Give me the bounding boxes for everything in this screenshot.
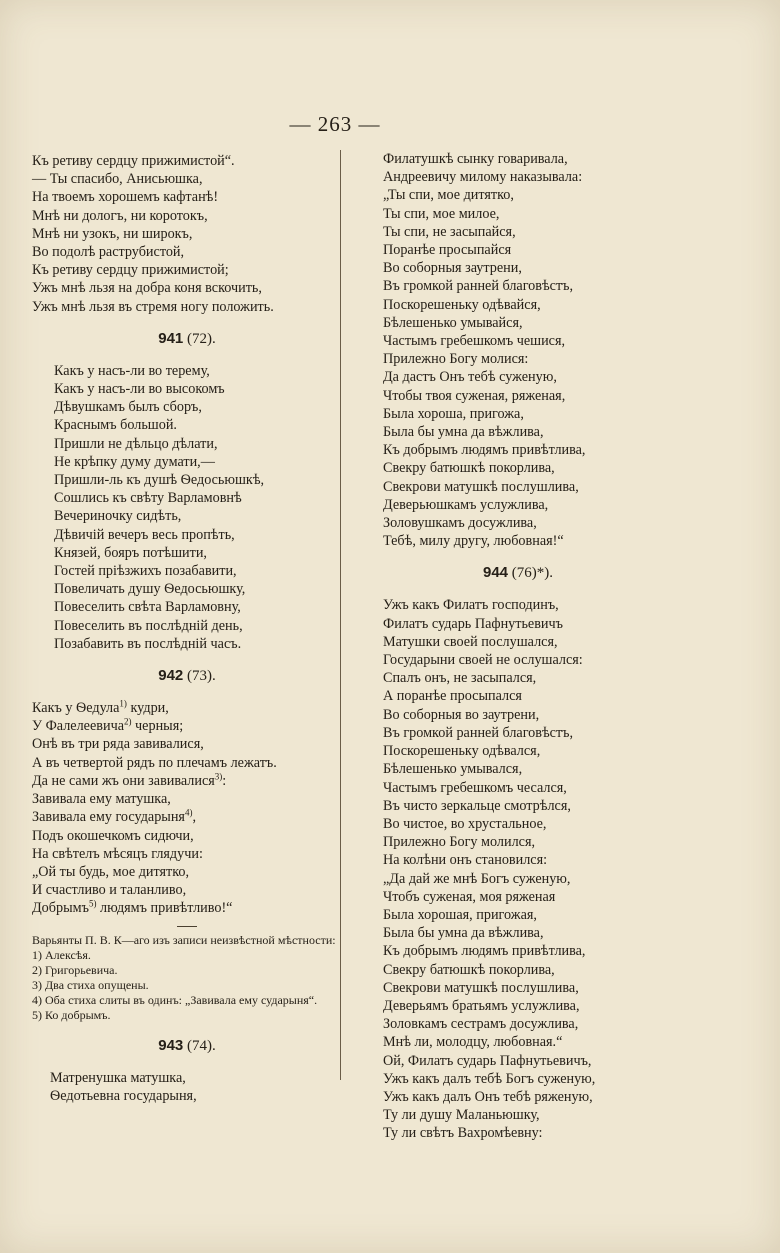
verse-line <box>32 790 342 808</box>
song-reference: (76)*). <box>511 565 554 582</box>
verse-line <box>32 827 342 845</box>
variant-note: 5) Ко добрымъ. <box>32 1007 111 1022</box>
verse-line: Повеличать душу Ѳедосьюшку, <box>54 581 246 598</box>
verse-line <box>32 899 342 917</box>
verse-text: : <box>222 772 227 789</box>
song-heading-943 <box>32 1037 342 1055</box>
verse-line: На колѣни онъ становился: <box>383 852 548 869</box>
song-heading-941 <box>32 330 342 348</box>
verse-text: черныя; <box>131 718 184 735</box>
song-number: 941 <box>158 329 184 347</box>
verse-line: Ужъ какъ далъ Онъ тебѣ ряженую, <box>383 1088 593 1105</box>
verse-text: Добрымъ <box>32 900 89 917</box>
verse-line <box>32 717 342 735</box>
verse-text: На свѣтелъ мѣсяцъ глядучи: <box>32 845 203 862</box>
page-number: — 263 — <box>289 112 381 136</box>
verse-line <box>32 754 342 772</box>
verse-text: Завивала ему государыня <box>32 809 185 826</box>
verse-line: Филатушкѣ сынку говаривала, <box>383 151 568 167</box>
verse-line: Ѳедотьевна государыня, <box>50 1087 197 1104</box>
footnote-mark: 2) <box>124 716 132 727</box>
song-943-text <box>32 1069 342 1105</box>
verse-line: Во подолѣ раструбистой, <box>32 244 185 261</box>
verse-line: Во соборныя заутрени, <box>383 260 522 277</box>
verse-line: Золовушкамъ досужлива, <box>383 515 537 532</box>
verse-line: Ужъ мнѣ льзя на добра коня вскочить, <box>32 280 262 297</box>
verse-line: Матренушка матушка, <box>50 1069 186 1086</box>
verse-line: Ту ли душу Маланьюшку, <box>383 1107 540 1124</box>
verse-line <box>32 881 342 899</box>
verse-line: Тебѣ, милу другу, любовная!“ <box>383 533 564 550</box>
song-number: 944 <box>482 564 509 582</box>
verse-text: „Ой ты будь, мое дитятко, <box>32 863 190 880</box>
verse-line: Была хороша, пригожа, <box>383 405 524 422</box>
verse-line: Мнѣ ни дологъ, ни коротокъ, <box>32 207 208 224</box>
verse-line: Ты спи, мое милое, <box>383 205 500 222</box>
song-heading-944 <box>383 564 653 582</box>
verse-line: Чтобы твоя суженая, ряженая, <box>383 387 566 404</box>
verse-line: Поранѣе просыпайся <box>383 242 512 259</box>
verse-line <box>32 845 342 863</box>
verse-line: Какъ у насъ-ли во терему, <box>54 362 210 379</box>
verse-line: Князей, бояръ потѣшити, <box>54 544 207 561</box>
verse-text: Да не сами жъ они завивалися <box>32 772 215 789</box>
right-column <box>383 150 653 1143</box>
verse-line: Ужъ какъ далъ тебѣ Богъ суженую, <box>383 1070 596 1087</box>
verse-text: Онѣ въ три ряда завивалися, <box>32 736 204 753</box>
verse-line: Къ добрымъ людямъ привѣтлива, <box>383 442 586 459</box>
verse-line: Дѣвушкамъ былъ сборъ, <box>54 399 202 416</box>
song-944-text <box>383 596 653 1142</box>
verse-line: Прилежно Богу молился, <box>383 834 536 851</box>
song-reference: (73). <box>187 668 216 685</box>
verse-line: Золовкамъ сестрамъ досужлива, <box>383 1016 579 1033</box>
footnote-mark: 3) <box>214 771 223 782</box>
verse-line: Матушки своей послушался, <box>383 633 558 650</box>
song-941-text <box>32 362 342 653</box>
verse-line: Въ чисто зеркальце смотрѣлся, <box>383 797 571 814</box>
verse-line <box>32 772 342 790</box>
verse-text: людямъ привѣтливо!“ <box>96 900 233 917</box>
verse-line: Ой, Филатъ сударь Пафнутьевичъ, <box>383 1052 592 1069</box>
verse-line: „Ты спи, мое дитятко, <box>383 187 514 204</box>
verse-text: Завивала ему матушка, <box>32 791 171 808</box>
song-reference: (74). <box>187 1037 216 1054</box>
verse-line: На твоемъ хорошемъ кафтанѣ! <box>32 189 219 206</box>
verse-line: Филатъ сударь Пафнутьевичъ <box>383 615 563 632</box>
poem-continuation <box>32 152 342 316</box>
variants-note-title: Варьянты П. В. К—аго изъ записи неизвѣстной мѣстности: <box>32 932 336 947</box>
verse-line: Деверьямъ братьямъ услужлива, <box>383 997 580 1014</box>
verse-line: Къ добрымъ людямъ привѣтлива, <box>383 943 586 960</box>
left-column <box>32 152 342 1105</box>
song-number: 942 <box>158 667 184 685</box>
verse-line: Спалъ онъ, не засыпался, <box>383 670 537 687</box>
song-number: 943 <box>158 1036 184 1054</box>
variant-note: 4) Оба стиха слиты въ одинъ: „Завивала ему сударыня“. <box>32 992 318 1007</box>
verse-line: Свекрови матушкѣ послушлива, <box>383 478 579 495</box>
verse-line: Государыни своей не ослушался: <box>383 652 583 669</box>
verse-line: Свекрови матушкѣ послушлива, <box>383 979 579 996</box>
verse-line: Вечериночку сидѣть, <box>54 508 182 525</box>
verse-line: Въ громкой ранней благовѣстъ, <box>383 724 574 741</box>
verse-text: кудри, <box>126 700 169 717</box>
verse-line: Во чистое, во хрустальное, <box>383 815 547 832</box>
verse-line: Въ громкой ранней благовѣстъ, <box>383 278 574 295</box>
verse-line: Гостей пріѣзжихъ позабавити, <box>54 563 237 580</box>
footnote-mark: 5) <box>88 898 97 909</box>
verse-text: А въ четвертой рядъ по плечамъ лежатъ. <box>32 754 277 771</box>
verse-line: Деверьюшкамъ услужлива, <box>383 496 549 513</box>
verse-line: Краснымъ большой. <box>54 417 177 434</box>
verse-text: И счастливо и таланливо, <box>32 882 187 899</box>
verse-line: Пришли не дѣльцо дѣлати, <box>54 435 218 452</box>
verse-line: Какъ у насъ-ли во высокомъ <box>54 381 225 398</box>
verse-line: Свекру батюшкѣ покорлива, <box>383 460 555 477</box>
verse-line: Къ ретиву сердцу прижимистой; <box>32 262 229 279</box>
verse-line: Пришли-ль къ душѣ Ѳедосьюшкѣ, <box>54 472 265 489</box>
verse-line: Свекру батюшкѣ покорлива, <box>383 961 555 978</box>
notes-separator <box>177 926 197 927</box>
footnote-mark: 1) <box>119 698 127 709</box>
verse-line: Была бы умна да вѣжлива, <box>383 925 544 942</box>
verse-line: Позабавить въ послѣдній часъ. <box>54 635 242 652</box>
verse-line: Дѣвичій вечеръ весь пропѣть, <box>54 526 235 543</box>
verse-line: Андреевичу милому наказывала: <box>383 169 583 186</box>
verse-line: Ужъ мнѣ льзя въ стремя ногу положить. <box>32 298 274 315</box>
verse-line: Во соборныя во заутрени, <box>383 706 540 723</box>
verse-line <box>32 699 342 717</box>
song-reference: (72). <box>187 330 216 347</box>
verse-text: , <box>192 809 196 826</box>
verse-line: Ты спи, не засыпайся, <box>383 223 516 240</box>
verse-line: Частымъ гребешкомъ чешися, <box>383 333 566 350</box>
verse-line: Поскорешеньку одѣвайся, <box>383 296 541 313</box>
verse-line: А поранѣе просыпался <box>383 688 522 705</box>
verse-line: Частымъ гребешкомъ чесался, <box>383 779 567 796</box>
verse-line: Бѣлешенько умывайся, <box>383 314 523 331</box>
variant-note: 3) Два стиха опущены. <box>32 977 149 992</box>
song-942-text <box>32 699 342 1022</box>
verse-line: Поскорешеньку одѣвался, <box>383 743 541 760</box>
verse-line: Ужъ какъ Филатъ господинъ, <box>383 597 559 614</box>
verse-line: Ту ли свѣтъ Вахромѣевну: <box>383 1125 543 1142</box>
song-943-continuation <box>383 150 653 550</box>
verse-line: Къ ретиву сердцу прижимистой“. <box>32 153 235 169</box>
verse-text: Какъ у Ѳедула <box>32 700 120 717</box>
verse-line <box>32 863 342 881</box>
verse-line: Сошлись къ свѣту Варламовнѣ <box>54 490 242 507</box>
verse-line: Была бы умна да вѣжлива, <box>383 424 544 441</box>
verse-line: Повеселить свѣта Варламовну, <box>54 599 241 616</box>
verse-line: Мнѣ ли, молодцу, любовная.“ <box>383 1034 563 1051</box>
verse-line: Повеселить въ послѣдній день, <box>54 617 243 634</box>
verse-text: У Фалелеевича <box>32 718 124 735</box>
verse-line: Да дастъ Онъ тебѣ суженую, <box>383 369 557 386</box>
verse-line: — Ты спасибо, Анисьюшка, <box>32 171 203 188</box>
verse-line: Чтобъ суженая, моя ряженая <box>383 888 556 905</box>
song-heading-942 <box>32 667 342 685</box>
verse-line: Прилежно Богу молися: <box>383 351 529 368</box>
verse-line <box>32 808 342 826</box>
footnote-mark: 4) <box>184 807 193 818</box>
verse-line: Бѣлешенько умывался, <box>383 761 523 778</box>
verse-line: Не крѣпку думу думати,— <box>54 453 215 470</box>
verse-line: Мнѣ ни узокъ, ни широкъ, <box>32 225 193 242</box>
variant-note: 1) Алексѣя. <box>32 947 91 962</box>
verse-text: Подъ окошечкомъ сидючи, <box>32 827 194 844</box>
variant-note: 2) Григорьевича. <box>32 962 118 977</box>
verse-line <box>32 735 342 753</box>
verse-line: Была хорошая, пригожая, <box>383 906 537 923</box>
verse-line: „Да дай же мнѣ Богъ суженую, <box>383 870 571 887</box>
